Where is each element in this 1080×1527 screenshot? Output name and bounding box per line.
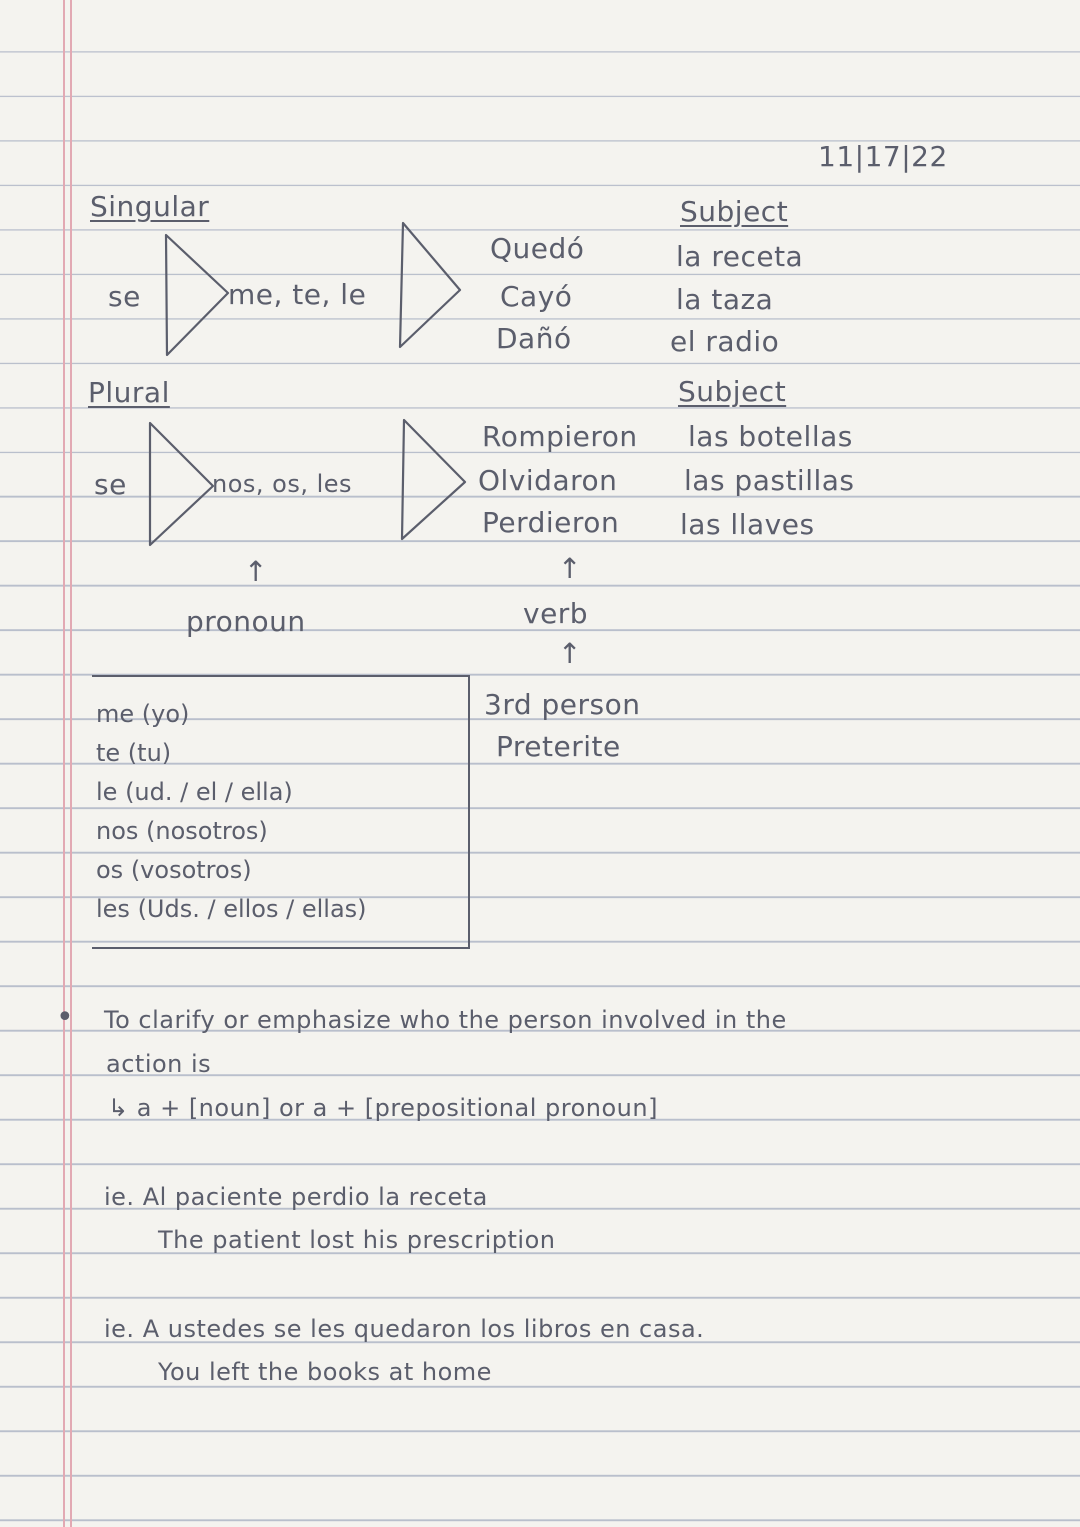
arrow-up-icon: ↑ xyxy=(558,637,582,670)
singular-subject: la receta xyxy=(676,240,804,273)
example-english: The patient lost his prescription xyxy=(158,1226,556,1254)
plural-heading: Plural xyxy=(88,376,170,409)
example-spanish: ie. A ustedes se les quedaron los libros en casa. xyxy=(104,1315,705,1343)
plural-subject: las botellas xyxy=(688,420,853,453)
verb-label: verb xyxy=(523,597,589,630)
triangle-plural-left xyxy=(150,423,213,545)
arrow-up-icon: ↑ xyxy=(558,552,582,585)
third-person-label: 3rd person xyxy=(484,688,641,721)
plural-se: se xyxy=(94,468,127,501)
pronoun-label: pronoun xyxy=(186,605,306,638)
example-spanish: ie. Al paciente perdio la receta xyxy=(104,1183,488,1211)
bullet-point: • xyxy=(56,1000,75,1035)
plural-pronouns: nos, os, les xyxy=(212,470,353,498)
plural-verb: Perdieron xyxy=(482,506,620,539)
pronoun-box-line: les (Uds. / ellos / ellas) xyxy=(96,895,367,923)
plural-subject: las llaves xyxy=(680,508,815,541)
pronoun-box xyxy=(92,675,470,949)
example-english: You left the books at home xyxy=(158,1358,492,1386)
plural-subject-heading: Subject xyxy=(678,375,787,408)
plural-subject: las pastillas xyxy=(684,464,855,497)
singular-pronouns: me, te, le xyxy=(228,278,367,311)
plural-verb: Olvidaron xyxy=(478,464,618,497)
triangle-singular-right xyxy=(400,223,460,347)
pronoun-box-line: te (tu) xyxy=(96,739,172,767)
triangle-plural-right xyxy=(402,420,465,539)
singular-subject: la taza xyxy=(676,283,774,316)
singular-verb: Cayó xyxy=(500,280,573,313)
pronoun-box-line: me (yo) xyxy=(96,700,190,728)
singular-verb: Dañó xyxy=(496,322,572,355)
preterite-label: Preterite xyxy=(496,730,621,763)
note-line: ↳ a + [noun] or a + [prepositional pronoun] xyxy=(108,1094,658,1122)
singular-se: se xyxy=(108,280,141,313)
note-line: action is xyxy=(106,1050,212,1078)
singular-subject-heading: Subject xyxy=(680,195,789,228)
note-line: To clarify or emphasize who the person involved in the xyxy=(104,1006,787,1034)
singular-heading: Singular xyxy=(90,190,210,223)
triangle-singular-left xyxy=(166,235,228,355)
pronoun-box-line: os (vosotros) xyxy=(96,856,252,884)
singular-verb: Quedó xyxy=(490,232,585,265)
plural-verb: Rompieron xyxy=(482,420,638,453)
arrow-up-icon: ↑ xyxy=(244,555,268,588)
pronoun-box-line: nos (nosotros) xyxy=(96,817,268,845)
pronoun-box-line: le (ud. / el / ella) xyxy=(96,778,293,806)
date: 11|17|22 xyxy=(818,140,948,173)
singular-subject: el radio xyxy=(670,325,780,358)
